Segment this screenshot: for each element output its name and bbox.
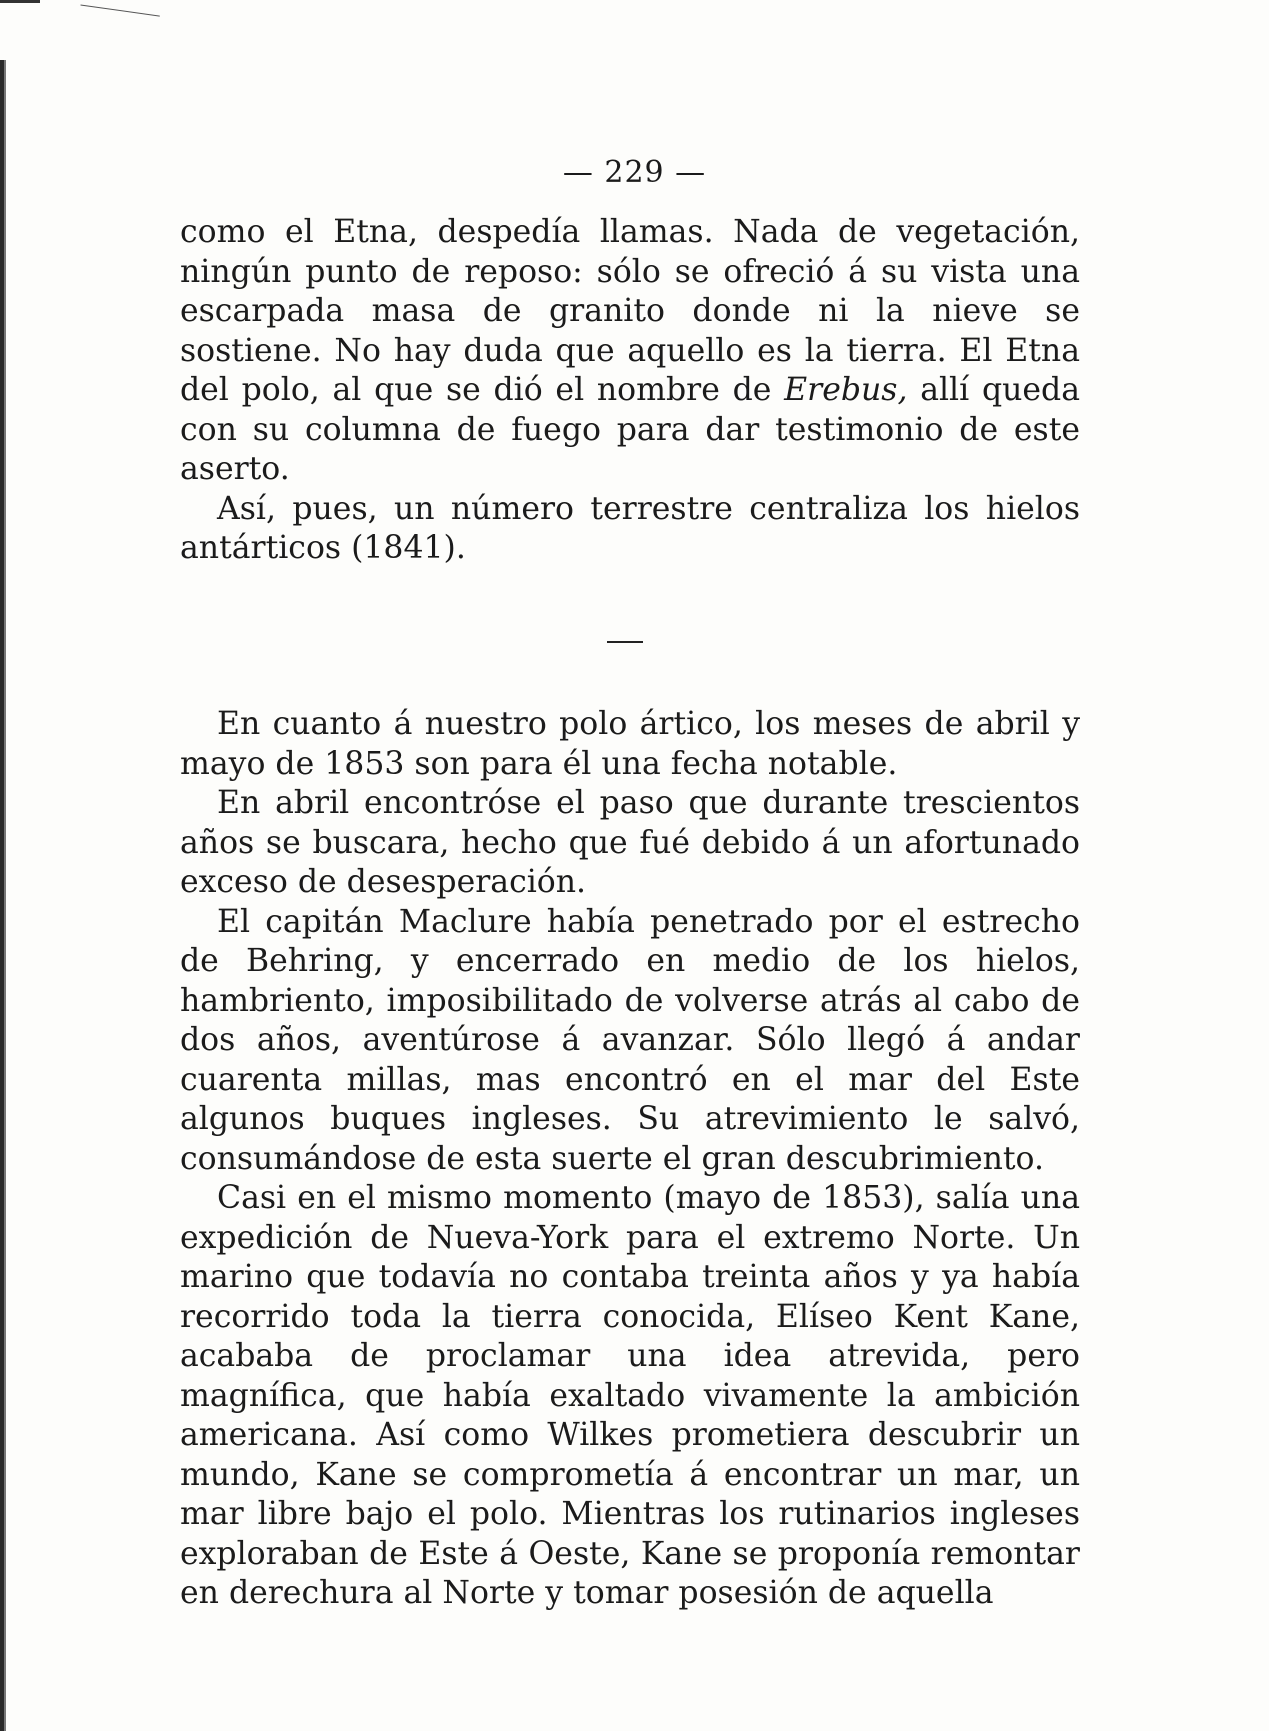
corner-scratch [80, 4, 160, 18]
paragraph [180, 213, 1080, 490]
paragraph: Así, pues, un número terrestre centraliza los hielos antárticos (1841). [180, 490, 1080, 566]
paragraph: El capitán Maclure había penetrado por el estrecho de Behring, y encerrado en medio de los hielos, hambriento, imposibilitado de volverse atrás al cabo de dos años, aventúrose á avanzar. Sólo llegó á andar cuarenta millas, mas encontró en el mar del Este algunos buques ingleses. Su atrevimiento le salvó, consumándose de esta suerte el gran descubrimiento. [180, 903, 1080, 1177]
page-binding-edge [0, 60, 8, 1731]
page-number: — 229 — [562, 155, 707, 190]
text-block-bottom [180, 705, 1080, 1614]
paragraph: En abril encontróse el paso que durante trescientos años se buscara, hecho que fué debido á un afortunado exceso de desesperación. [180, 785, 1080, 900]
corner-mark [0, 0, 40, 13]
paragraph: Casi en el mismo momento (mayo de 1853), salía una expedición de Nueva-York para el extremo Norte. Un marino que todavía no contaba treinta años y ya había recorrido toda la tierra conocida, Elíseo Kent Kane, acababa de proclamar una idea atrevida, pero magnífica, que había exaltado vivamente la ambición americana. Así como Wilkes prometiera descubrir un mundo, Kane se comprometía á encontrar un mar, un mar libre bajo el polo. Mientras los rutinarios ingleses exploraban de Este á Oeste, Kane se proponía remontar en derechura al Norte y tomar posesión de aquella [180, 1180, 1080, 1611]
emphasized-word: Erebus, [784, 372, 908, 408]
paragraph-text: como el Etna, despedía llamas. Nada de vegetación, ningún punto de reposo: sólo se ofreció á su vista una escarpada masa de granito donde ni la nieve se sostiene. No hay duda que aquello es la tierra. El Etna del polo, al que se dió el nombre de [180, 214, 1080, 408]
section-separator [607, 641, 643, 643]
text-block-top [180, 213, 1080, 569]
paragraph-text: allí queda con su columna de fuego para dar testimonio de este aserto. [180, 372, 1080, 487]
paragraph: En cuanto á nuestro polo ártico, los meses de abril y mayo de 1853 son para él una fecha notable. [180, 706, 1080, 782]
